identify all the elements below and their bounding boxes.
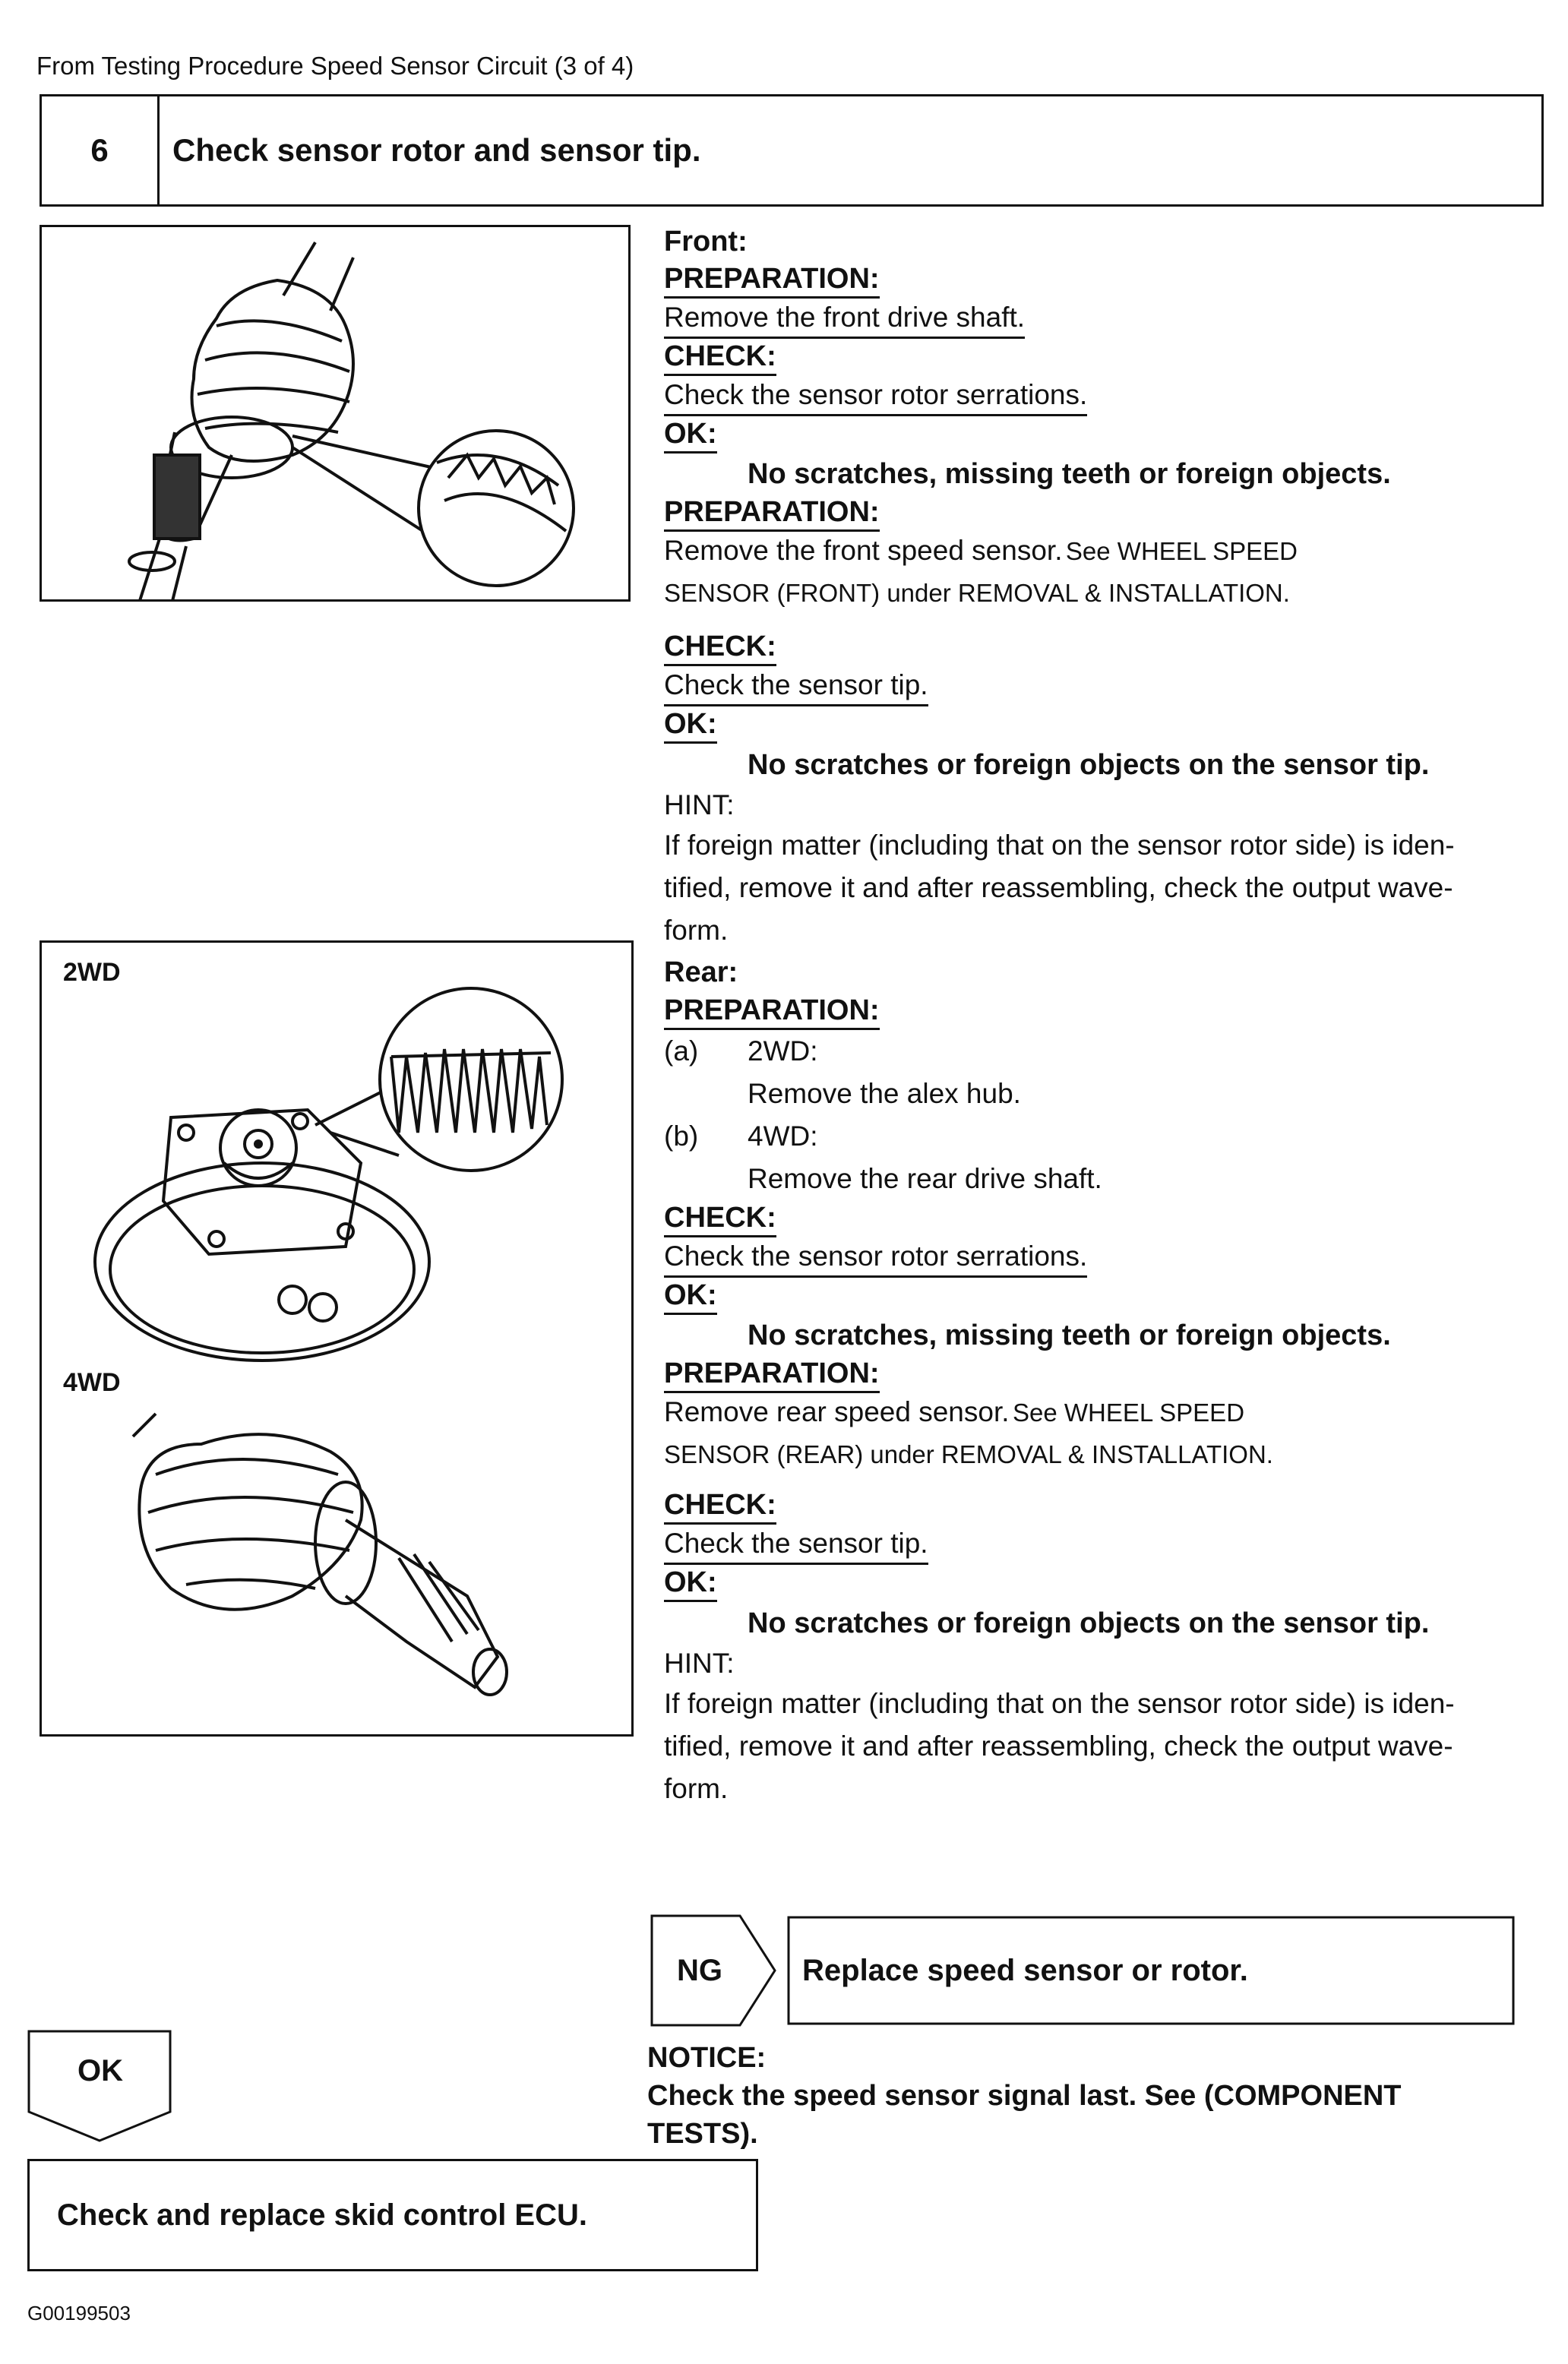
rear-ok1-text: No scratches, missing teeth or foreign objects. [748, 1319, 1391, 1351]
front-prep1-label: PREPARATION: [664, 261, 880, 299]
rear-4wd-label: 4WD [63, 1368, 121, 1397]
ok-label: OK [77, 2053, 123, 2087]
rear-prep2-ref-line1: See WHEEL SPEED [1012, 1398, 1245, 1427]
step-title: Check sensor rotor and sensor tip. [172, 132, 701, 168]
front-prep2-ref-line2: SENSOR (FRONT) under REMOVAL & INSTALLATION. [664, 579, 1290, 607]
notice-text-line2: TESTS). [647, 2118, 758, 2150]
front-ok1-label: OK: [664, 416, 717, 454]
ng-result-box [650, 1914, 1516, 2027]
rear-prep2-ref-line2: SENSOR (REAR) under REMOVAL & INSTALLATION. [664, 1440, 1273, 1468]
front-prep2-block [664, 532, 1553, 576]
front-check1-label: CHECK: [664, 339, 776, 376]
front-hint-label: HINT: [664, 789, 735, 820]
front-prep2-label: PREPARATION: [664, 495, 880, 532]
rear-ok2-label: OK: [664, 1565, 717, 1602]
front-drive-shaft-illustration [42, 227, 628, 599]
front-check1-text: Check the sensor rotor serrations. [664, 376, 1087, 416]
front-hint-line3: form. [664, 915, 729, 946]
rear-hint-line3: form. [664, 1773, 729, 1804]
rear-prep2-block [664, 1393, 1553, 1437]
rear-check1-label: CHECK: [664, 1200, 776, 1237]
step-number: 6 [42, 96, 160, 204]
rear-ok2-text: No scratches or foreign objects on the sensor tip. [748, 1607, 1430, 1639]
ng-action: Replace speed sensor or rotor. [802, 1953, 1248, 1987]
front-heading: Front: [664, 226, 748, 258]
rear-heading: Rear: [664, 956, 738, 988]
page-caption: From Testing Procedure Speed Sensor Circuit (3 of 4) [36, 52, 634, 80]
front-hint-line1: If foreign matter (including that on the sensor rotor side) is iden- [664, 830, 1455, 861]
front-ok2-label: OK: [664, 706, 717, 744]
rear-item-a-marker: (a) [664, 1035, 699, 1067]
instructions-column [664, 222, 1553, 1810]
front-check2-text: Check the sensor tip. [664, 666, 928, 706]
rear-ok1-label: OK: [664, 1278, 717, 1315]
rear-item-b-text: Remove the rear drive shaft. [748, 1163, 1102, 1194]
ok-action-box [27, 2159, 758, 2271]
rear-item-b-marker: (b) [664, 1120, 699, 1152]
rear-item-b-title: 4WD: [748, 1120, 818, 1152]
rear-item-b [664, 1115, 1553, 1158]
figure-id: G00199503 [27, 2302, 131, 2324]
ok-result-marker [27, 2030, 173, 2142]
front-hint-line2: tified, remove it and after reassembling, check the output wave- [664, 872, 1453, 903]
rear-item-a-text: Remove the alex hub. [748, 1078, 1021, 1109]
rear-hint-line2: tified, remove it and after reassembling, check the output wave- [664, 1730, 1453, 1762]
rear-prep1-label: PREPARATION: [664, 993, 880, 1030]
ok-action: Check and replace skid control ECU. [57, 2198, 587, 2232]
rear-check1-text: Check the sensor rotor serrations. [664, 1237, 1087, 1278]
rear-prep2-label: PREPARATION: [664, 1356, 880, 1393]
rear-item-a-title: 2WD: [748, 1035, 818, 1067]
ng-label: NG [677, 1953, 722, 1987]
front-prep2-text: Remove the front speed sensor. [664, 535, 1063, 566]
step-header [40, 94, 1544, 207]
front-prep1-text: Remove the front drive shaft. [664, 299, 1025, 339]
rear-hub-and-shaft-illustration [42, 943, 631, 1733]
rear-check2-label: CHECK: [664, 1487, 776, 1525]
notice-text-line1: Check the speed sensor signal last. See (COMPONENT [647, 2080, 1402, 2112]
rear-check2-text: Check the sensor tip. [664, 1525, 928, 1565]
notice-label: NOTICE: [647, 2042, 767, 2074]
front-check2-label: CHECK: [664, 629, 776, 666]
front-ok2-text: No scratches or foreign objects on the sensor tip. [748, 749, 1430, 781]
rear-item-a [664, 1030, 1553, 1073]
rear-2wd-label: 2WD [63, 958, 121, 987]
notice-block [647, 2039, 1544, 2153]
rear-prep2-text: Remove rear speed sensor. [664, 1396, 1010, 1427]
rear-hint-line1: If foreign matter (including that on the sensor rotor side) is iden- [664, 1688, 1455, 1719]
rear-axle-figure [40, 940, 634, 1737]
front-prep2-ref-line1: See WHEEL SPEED [1065, 537, 1298, 565]
front-drive-shaft-figure [40, 225, 631, 602]
rear-hint-label: HINT: [664, 1648, 735, 1679]
front-ok1-text: No scratches, missing teeth or foreign objects. [748, 458, 1391, 490]
